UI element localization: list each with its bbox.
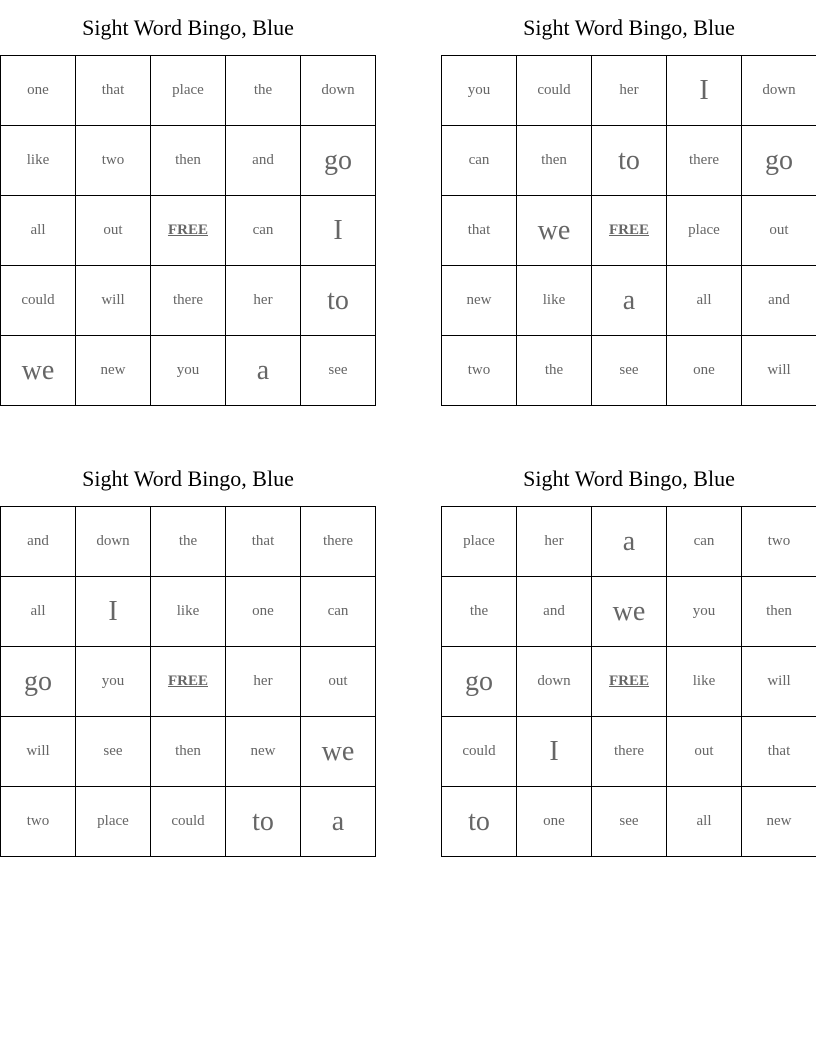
- bingo-cell: one: [667, 336, 742, 406]
- bingo-cell: can: [226, 196, 301, 266]
- bingo-card-2: [441, 0, 816, 406]
- bingo-cell: and: [517, 577, 592, 647]
- bingo-cell: that: [226, 507, 301, 577]
- bingo-cell: new: [76, 336, 151, 406]
- bingo-cell: then: [517, 126, 592, 196]
- bingo-cell: we: [517, 196, 592, 266]
- bingo-cell: one: [517, 787, 592, 857]
- bingo-cell: will: [1, 717, 76, 787]
- bingo-cell: see: [592, 787, 667, 857]
- bingo-cell: see: [592, 336, 667, 406]
- bingo-cell: could: [517, 56, 592, 126]
- bingo-cell: we: [301, 717, 376, 787]
- bingo-cell: I: [517, 717, 592, 787]
- bingo-cell: down: [742, 56, 816, 126]
- bingo-cell: I: [667, 56, 742, 126]
- bingo-cell: you: [151, 336, 226, 406]
- bingo-cell: place: [442, 507, 517, 577]
- bingo-cell: her: [226, 266, 301, 336]
- card-title: Sight Word Bingo, Blue: [523, 466, 735, 491]
- card-title: Sight Word Bingo, Blue: [523, 15, 735, 40]
- bingo-grid: [441, 506, 816, 857]
- bingo-cell: will: [742, 336, 816, 406]
- bingo-cell: the: [442, 577, 517, 647]
- bingo-cell: go: [442, 647, 517, 717]
- bingo-cell: her: [517, 507, 592, 577]
- bingo-cell: to: [226, 787, 301, 857]
- free-space-cell: FREE: [151, 196, 226, 266]
- card-title: Sight Word Bingo, Blue: [82, 466, 294, 491]
- bingo-cell: there: [592, 717, 667, 787]
- free-space-cell: FREE: [151, 647, 226, 717]
- bingo-cell: to: [442, 787, 517, 857]
- bingo-cell: a: [592, 507, 667, 577]
- bingo-cell: her: [592, 56, 667, 126]
- bingo-cell: two: [1, 787, 76, 857]
- bingo-cell: will: [742, 647, 816, 717]
- bingo-card-3: [0, 451, 376, 857]
- bingo-cell: to: [592, 126, 667, 196]
- bingo-cell: place: [76, 787, 151, 857]
- bingo-grid: [0, 506, 376, 857]
- bingo-cell: two: [76, 126, 151, 196]
- bingo-cell: could: [1, 266, 76, 336]
- bingo-cell: the: [517, 336, 592, 406]
- bingo-cell: go: [742, 126, 816, 196]
- bingo-cell: and: [1, 507, 76, 577]
- bingo-cell: new: [742, 787, 816, 857]
- bingo-cell: a: [226, 336, 301, 406]
- bingo-cell: down: [517, 647, 592, 717]
- bingo-cell: the: [226, 56, 301, 126]
- bingo-cell: down: [301, 56, 376, 126]
- bingo-cell: all: [667, 787, 742, 857]
- bingo-cell: there: [151, 266, 226, 336]
- bingo-cell: will: [76, 266, 151, 336]
- bingo-grid: [0, 55, 376, 406]
- bingo-cell: you: [442, 56, 517, 126]
- bingo-cell: go: [301, 126, 376, 196]
- bingo-cell: a: [301, 787, 376, 857]
- bingo-cell: see: [301, 336, 376, 406]
- card-title: Sight Word Bingo, Blue: [82, 15, 294, 40]
- bingo-cell: out: [301, 647, 376, 717]
- bingo-cell: can: [301, 577, 376, 647]
- bingo-cell: to: [301, 266, 376, 336]
- free-space-cell: FREE: [592, 647, 667, 717]
- bingo-card-1: [0, 0, 376, 406]
- bingo-cell: one: [226, 577, 301, 647]
- bingo-cell: that: [742, 717, 816, 787]
- bingo-cell: that: [76, 56, 151, 126]
- free-space-cell: FREE: [592, 196, 667, 266]
- bingo-cell: one: [1, 56, 76, 126]
- bingo-cell: go: [1, 647, 76, 717]
- bingo-cell: place: [667, 196, 742, 266]
- bingo-cell: all: [1, 577, 76, 647]
- bingo-cell: new: [442, 266, 517, 336]
- bingo-cell: place: [151, 56, 226, 126]
- bingo-cell: a: [592, 266, 667, 336]
- bingo-cell: then: [151, 717, 226, 787]
- bingo-cell: the: [151, 507, 226, 577]
- bingo-cell: you: [76, 647, 151, 717]
- bingo-cell: like: [1, 126, 76, 196]
- bingo-cell: all: [1, 196, 76, 266]
- bingo-cell: and: [226, 126, 301, 196]
- bingo-cell: you: [667, 577, 742, 647]
- bingo-cell: there: [667, 126, 742, 196]
- bingo-cell: could: [442, 717, 517, 787]
- bingo-cell: that: [442, 196, 517, 266]
- bingo-cell: her: [226, 647, 301, 717]
- bingo-cell: out: [76, 196, 151, 266]
- bingo-grid: [441, 55, 816, 406]
- bingo-cell: I: [301, 196, 376, 266]
- bingo-cell: like: [667, 647, 742, 717]
- bingo-cell: like: [517, 266, 592, 336]
- bingo-cell: see: [76, 717, 151, 787]
- bingo-cell: I: [76, 577, 151, 647]
- bingo-cell: down: [76, 507, 151, 577]
- bingo-cell: two: [742, 507, 816, 577]
- bingo-cell: all: [667, 266, 742, 336]
- bingo-cell: like: [151, 577, 226, 647]
- bingo-card-4: [441, 451, 816, 857]
- bingo-cell: two: [442, 336, 517, 406]
- bingo-cell: there: [301, 507, 376, 577]
- bingo-cell: new: [226, 717, 301, 787]
- bingo-cell: we: [592, 577, 667, 647]
- bingo-cell: and: [742, 266, 816, 336]
- bingo-cell: then: [151, 126, 226, 196]
- bingo-cell: could: [151, 787, 226, 857]
- bingo-cell: we: [1, 336, 76, 406]
- bingo-cell: can: [667, 507, 742, 577]
- bingo-cell: can: [442, 126, 517, 196]
- bingo-cell: out: [667, 717, 742, 787]
- bingo-cell: out: [742, 196, 816, 266]
- bingo-cell: then: [742, 577, 816, 647]
